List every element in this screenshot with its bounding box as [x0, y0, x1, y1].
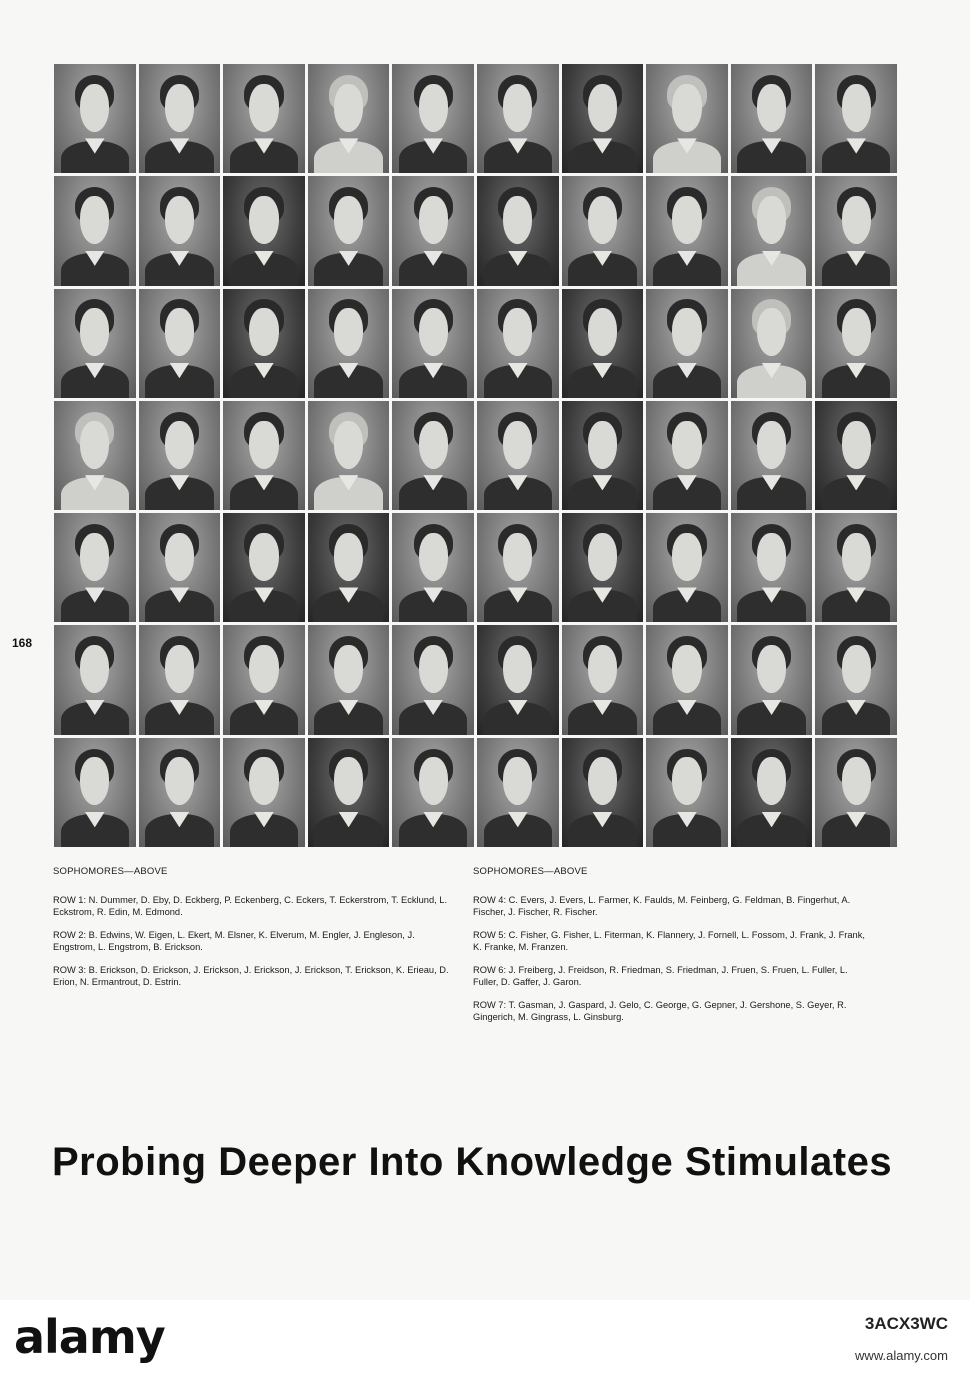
- watermark-image-id: 3ACX3WC: [864, 1314, 948, 1333]
- caption-row-5: ROW 5: C. Fisher, G. Fisher, L. Fiterman, K. Flannery, J. Fornell, L. Fossom, J. Frank, J. Frank, K. Franke, M. Franzen.: [473, 929, 865, 952]
- portrait-face: [757, 757, 786, 805]
- student-portrait: [477, 513, 559, 622]
- portrait-face: [419, 84, 448, 132]
- portrait-face: [588, 757, 617, 805]
- portrait-face: [842, 196, 871, 244]
- student-portrait: [731, 289, 813, 398]
- portrait-face: [165, 757, 194, 805]
- student-portrait: [223, 289, 305, 398]
- student-portrait: [139, 738, 221, 847]
- student-portrait: [646, 176, 728, 285]
- student-portrait: [54, 64, 136, 173]
- student-portrait: [731, 513, 813, 622]
- watermark-url: www.alamy.com: [855, 1348, 948, 1363]
- student-portrait: [562, 176, 644, 285]
- student-portrait: [308, 625, 390, 734]
- caption-column-left: [53, 866, 453, 999]
- page-number: 168: [12, 636, 33, 650]
- portrait-face: [757, 533, 786, 581]
- portrait-face: [588, 308, 617, 356]
- portrait-face: [165, 645, 194, 693]
- portrait-face: [588, 196, 617, 244]
- student-portrait: [223, 176, 305, 285]
- student-portrait: [731, 738, 813, 847]
- student-portrait: [308, 64, 390, 173]
- student-portrait: [477, 64, 559, 173]
- student-portrait: [731, 401, 813, 510]
- portrait-face: [80, 196, 109, 244]
- student-portrait: [731, 176, 813, 285]
- portrait-face: [249, 84, 278, 132]
- portrait-face: [672, 196, 701, 244]
- caption-row-6: ROW 6: J. Freiberg, J. Freidson, R. Friedman, S. Friedman, J. Fruen, S. Fruen, L. Fuller, L. Fuller, D. Gaffer, J. Garon.: [473, 964, 848, 987]
- caption-row-1: ROW 1: N. Dummer, D. Eby, D. Eckberg, P. Eckenberg, C. Eckers, T. Eckerstrom, T. Ecklund, L. Eckstrom, R. Edin, M. Edmond.: [53, 894, 448, 917]
- caption-row-7: ROW 7: T. Gasman, J. Gaspard, J. Gelo, C. George, G. Gepner, J. Gershone, S. Geyer, R. Gingerich, M. Gingrass, L. Ginsburg.: [473, 999, 847, 1022]
- student-portrait: [54, 513, 136, 622]
- portrait-face: [757, 421, 786, 469]
- portrait-face: [757, 308, 786, 356]
- student-portrait: [731, 64, 813, 173]
- student-portrait: [392, 289, 474, 398]
- student-portrait: [392, 64, 474, 173]
- student-portrait: [54, 401, 136, 510]
- student-portrait: [392, 176, 474, 285]
- student-portrait: [223, 401, 305, 510]
- student-portrait: [54, 738, 136, 847]
- student-portrait: [139, 176, 221, 285]
- student-portrait: [815, 401, 897, 510]
- portrait-face: [419, 645, 448, 693]
- student-portrait: [392, 513, 474, 622]
- student-portrait: [815, 176, 897, 285]
- portrait-face: [672, 308, 701, 356]
- portrait-face: [334, 533, 363, 581]
- student-portrait: [223, 625, 305, 734]
- caption-row-2: ROW 2: B. Edwins, W. Eigen, L. Ekert, M. Elsner, K. Elverum, M. Engler, J. Engleson, J. Engstrom, L. Engstrom, B. Erickson.: [53, 929, 415, 952]
- student-portrait: [308, 176, 390, 285]
- portrait-face: [503, 308, 532, 356]
- portrait-grid: [54, 64, 897, 847]
- portrait-face: [249, 533, 278, 581]
- portrait-face: [80, 308, 109, 356]
- portrait-face: [334, 196, 363, 244]
- student-portrait: [815, 513, 897, 622]
- student-portrait: [477, 625, 559, 734]
- student-portrait: [392, 401, 474, 510]
- portrait-face: [165, 308, 194, 356]
- portrait-face: [80, 645, 109, 693]
- portrait-face: [419, 533, 448, 581]
- portrait-face: [80, 421, 109, 469]
- student-portrait: [308, 289, 390, 398]
- portrait-face: [165, 533, 194, 581]
- portrait-face: [842, 308, 871, 356]
- student-portrait: [646, 401, 728, 510]
- student-portrait: [223, 64, 305, 173]
- portrait-face: [80, 757, 109, 805]
- portrait-face: [80, 84, 109, 132]
- portrait-face: [503, 84, 532, 132]
- student-portrait: [815, 625, 897, 734]
- student-portrait: [477, 176, 559, 285]
- portrait-face: [165, 421, 194, 469]
- student-portrait: [223, 513, 305, 622]
- student-portrait: [562, 64, 644, 173]
- student-portrait: [562, 289, 644, 398]
- portrait-face: [842, 84, 871, 132]
- student-portrait: [308, 738, 390, 847]
- portrait-face: [757, 645, 786, 693]
- portrait-face: [419, 308, 448, 356]
- student-portrait: [477, 289, 559, 398]
- portrait-face: [165, 196, 194, 244]
- student-portrait: [139, 401, 221, 510]
- student-portrait: [308, 513, 390, 622]
- page-headline: Probing Deeper Into Knowledge Stimulates: [52, 1140, 893, 1184]
- student-portrait: [139, 64, 221, 173]
- portrait-face: [842, 533, 871, 581]
- student-portrait: [562, 401, 644, 510]
- student-portrait: [562, 738, 644, 847]
- portrait-face: [672, 757, 701, 805]
- portrait-face: [249, 421, 278, 469]
- portrait-face: [842, 645, 871, 693]
- watermark-logo: alamy: [14, 1310, 165, 1364]
- portrait-face: [503, 757, 532, 805]
- student-portrait: [815, 64, 897, 173]
- portrait-face: [165, 84, 194, 132]
- portrait-face: [588, 645, 617, 693]
- student-portrait: [646, 625, 728, 734]
- caption-heading: SOPHOMORES—ABOVE: [473, 866, 588, 877]
- student-portrait: [731, 625, 813, 734]
- portrait-face: [419, 196, 448, 244]
- student-portrait: [815, 289, 897, 398]
- portrait-face: [672, 421, 701, 469]
- caption-row-4: ROW 4: C. Evers, J. Evers, L. Farmer, K. Faulds, M. Feinberg, G. Feldman, B. Fingerhut, A. Fischer, J. Fischer, R. Fischer.: [473, 894, 851, 917]
- student-portrait: [139, 625, 221, 734]
- portrait-face: [249, 645, 278, 693]
- student-portrait: [392, 738, 474, 847]
- portrait-face: [249, 196, 278, 244]
- portrait-face: [334, 645, 363, 693]
- portrait-face: [757, 196, 786, 244]
- student-portrait: [815, 738, 897, 847]
- student-portrait: [646, 64, 728, 173]
- portrait-face: [419, 421, 448, 469]
- portrait-face: [80, 533, 109, 581]
- portrait-face: [249, 308, 278, 356]
- portrait-face: [757, 84, 786, 132]
- portrait-face: [503, 421, 532, 469]
- student-portrait: [54, 289, 136, 398]
- portrait-face: [334, 421, 363, 469]
- portrait-face: [588, 84, 617, 132]
- student-portrait: [139, 289, 221, 398]
- portrait-face: [672, 84, 701, 132]
- caption-row-3: ROW 3: B. Erickson, D. Erickson, J. Erickson, J. Erickson, J. Erickson, T. Erickson, K. Erieau, D. Erion, N. Ermantrout, D. Estrin.: [53, 964, 449, 987]
- student-portrait: [223, 738, 305, 847]
- portrait-face: [503, 196, 532, 244]
- portrait-face: [842, 421, 871, 469]
- student-portrait: [139, 513, 221, 622]
- portrait-face: [672, 645, 701, 693]
- caption-column-right: [473, 866, 873, 1034]
- student-portrait: [646, 289, 728, 398]
- portrait-face: [249, 757, 278, 805]
- student-portrait: [54, 176, 136, 285]
- portrait-face: [588, 533, 617, 581]
- student-portrait: [54, 625, 136, 734]
- student-portrait: [477, 401, 559, 510]
- portrait-face: [503, 645, 532, 693]
- portrait-face: [419, 757, 448, 805]
- student-portrait: [646, 738, 728, 847]
- portrait-face: [672, 533, 701, 581]
- student-portrait: [646, 513, 728, 622]
- caption-heading: SOPHOMORES—ABOVE: [53, 866, 168, 877]
- portrait-face: [334, 84, 363, 132]
- portrait-face: [842, 757, 871, 805]
- portrait-face: [334, 308, 363, 356]
- student-portrait: [392, 625, 474, 734]
- portrait-face: [334, 757, 363, 805]
- student-portrait: [562, 625, 644, 734]
- student-portrait: [477, 738, 559, 847]
- student-portrait: [308, 401, 390, 510]
- portrait-face: [503, 533, 532, 581]
- portrait-face: [588, 421, 617, 469]
- student-portrait: [562, 513, 644, 622]
